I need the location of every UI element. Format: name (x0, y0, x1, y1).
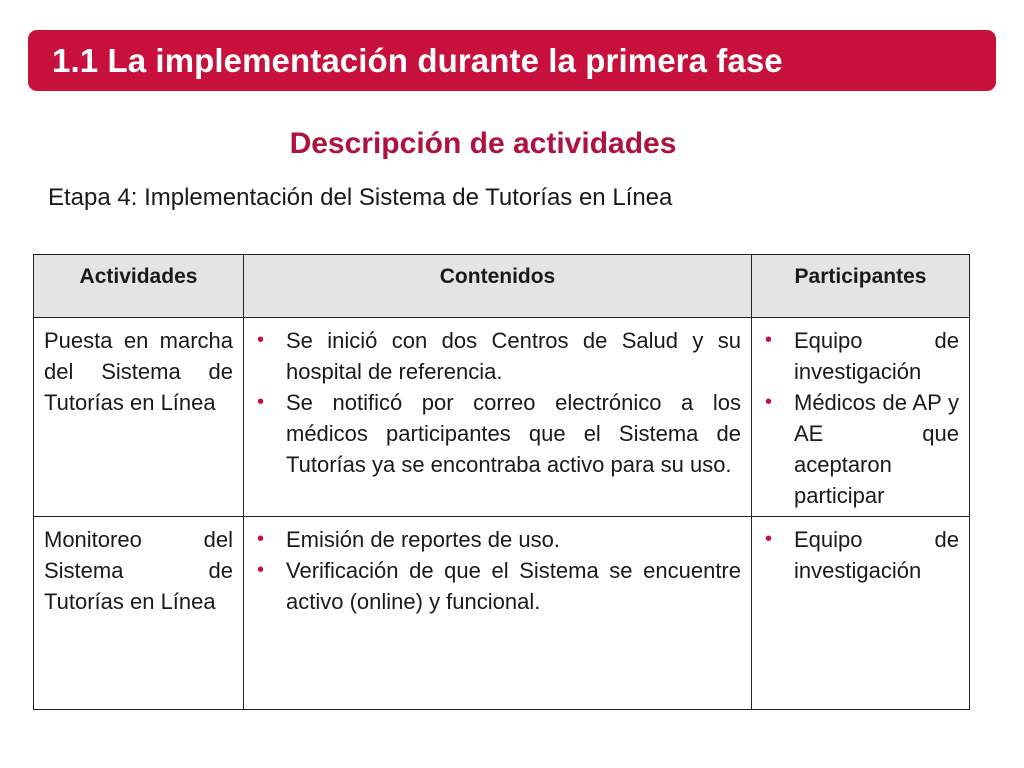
list-item-text: Equipo de investigación (794, 527, 959, 583)
list-item (254, 524, 741, 555)
participants-cell (752, 517, 970, 710)
bullet-icon: • (765, 329, 773, 351)
activity-cell (34, 318, 244, 517)
list-item (762, 524, 959, 586)
list-item-text: Médicos de AP y AE que aceptaron participar (794, 390, 959, 508)
activity-text: Puesta en marcha del Sistema de Tutorías en Línea (44, 328, 233, 415)
contents-list (254, 325, 741, 480)
activities-table (33, 254, 970, 710)
participants-cell (752, 318, 970, 517)
participants-list (762, 325, 959, 511)
bullet-icon: • (257, 559, 265, 581)
table-row (34, 517, 970, 710)
slide-title: 1.1 La implementación durante la primera fase (52, 41, 783, 79)
activity-cell (34, 517, 244, 710)
list-item (254, 325, 741, 387)
list-item-text: Verificación de que el Sistema se encuentre activo (online) y funcional. (286, 558, 741, 614)
list-item-text: Equipo de investigación (794, 328, 959, 384)
list-item-text: Emisión de reportes de uso. (286, 527, 560, 552)
header-contents: Contenidos (244, 255, 752, 318)
bullet-icon: • (257, 391, 265, 413)
header-participants: Participantes (752, 255, 970, 318)
list-item (254, 387, 741, 480)
subtitle-wrapper (0, 127, 1024, 161)
table-header-row (34, 255, 970, 318)
contents-cell (244, 517, 752, 710)
bullet-icon: • (257, 528, 265, 550)
slide-subtitle: Descripción de actividades (289, 127, 677, 160)
table-row (34, 318, 970, 517)
header-activities: Actividades (34, 255, 244, 318)
bullet-icon: • (765, 528, 773, 550)
list-item-text: Se inició con dos Centros de Salud y su hospital de referencia. (286, 328, 741, 384)
participants-list (762, 524, 959, 586)
bullet-icon: • (765, 391, 773, 413)
contents-list (254, 524, 741, 617)
bullet-icon: • (257, 329, 265, 351)
title-bar (28, 30, 996, 91)
contents-cell (244, 318, 752, 517)
list-item (254, 555, 741, 617)
activity-text: Monitoreo del Sistema de Tutorías en Línea (44, 527, 233, 614)
stage-heading: Etapa 4: Implementación del Sistema de Tutorías en Línea (48, 184, 673, 211)
list-item (762, 325, 959, 387)
list-item-text: Se notificó por correo electrónico a los médicos participantes que el Sistema de Tutorías ya se encontraba activo para su uso. (286, 390, 741, 477)
list-item (762, 387, 959, 511)
